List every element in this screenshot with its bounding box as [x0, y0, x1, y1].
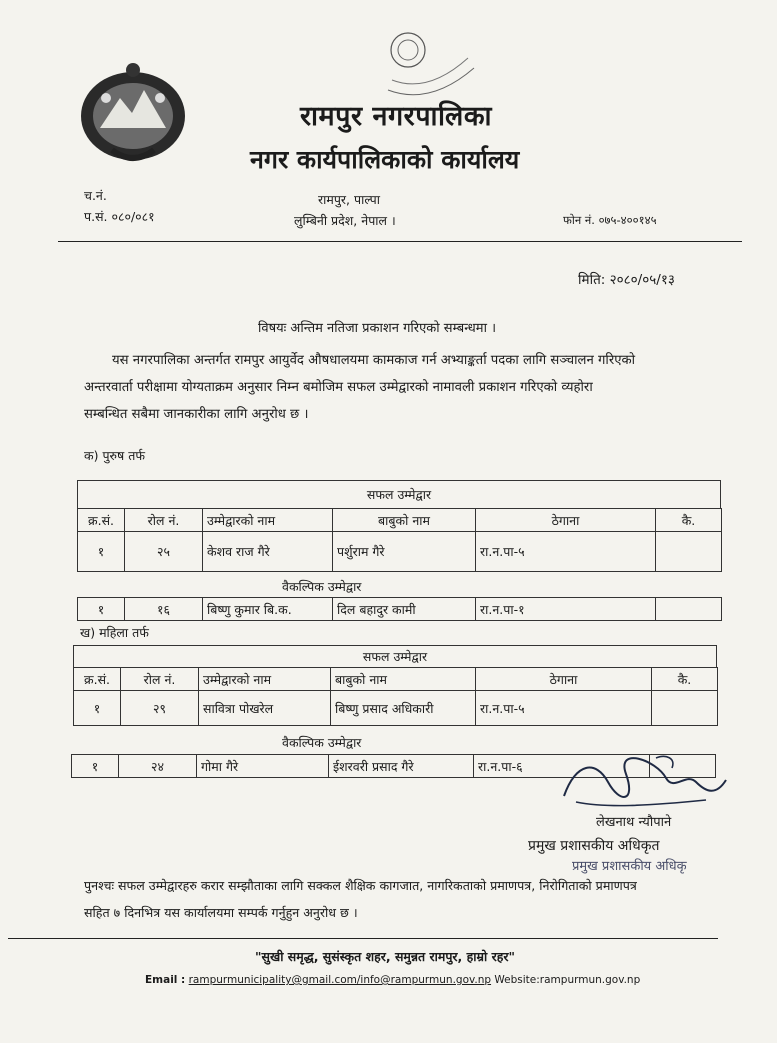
header-candidate-name: उम्मेद्वारको नाम — [199, 668, 331, 691]
fiscal-year: प.सं. ०८०/०८१ — [84, 209, 155, 224]
table-row — [74, 691, 718, 726]
table-header-row — [78, 509, 722, 532]
subject-line: विषयः अन्तिम नतिजा प्रकाशन गरिएको सम्बन्धमा । — [258, 321, 497, 336]
handwritten-signature — [556, 752, 732, 814]
signatory-title: प्रमुख प्रशासकीय अधिकृत — [528, 838, 660, 854]
female-success-caption: सफल उम्मेद्वार — [362, 649, 428, 664]
female-section-heading: ख) महिला तर्फ — [80, 625, 149, 640]
email-label: Email : — [145, 974, 186, 986]
cell-remarks — [656, 598, 722, 621]
header-address: ठेगाना — [476, 509, 656, 532]
body-line-3: सम्बन्धित सबैमा जानकारीका लागि अनुरोध छ । — [84, 407, 309, 422]
cell-father-name: बिष्णु प्रसाद अधिकारी — [331, 691, 476, 726]
address-line-1: रामपुर, पाल्पा — [318, 192, 381, 207]
table-row — [78, 598, 722, 621]
cell-father-name: ईशरवरी प्रसाद गैरे — [329, 755, 474, 778]
female-success-table — [73, 667, 718, 726]
cell-remarks — [652, 691, 718, 726]
header-father-name: बाबुको नाम — [331, 668, 476, 691]
cell-candidate-name: केशव राज गैरे — [203, 532, 333, 572]
cell-remarks — [656, 532, 722, 572]
cell-roll: २५ — [125, 532, 203, 572]
header-serial: क्र.सं. — [78, 509, 125, 532]
cell-serial: १ — [74, 691, 121, 726]
header-remarks: कै. — [652, 668, 718, 691]
cell-candidate-name: सावित्रा पोखरेल — [199, 691, 331, 726]
cell-father-name: दिल बहादुर कामी — [333, 598, 476, 621]
female-success-caption-box — [73, 645, 717, 668]
footer-divider — [8, 938, 718, 939]
cell-address: रा.न.पा-६ — [474, 755, 650, 778]
cell-roll: २९ — [121, 691, 199, 726]
cell-serial: १ — [78, 532, 125, 572]
email-link[interactable]: rampurmunicipality@gmail.com/info@rampurmun.gov.np — [188, 974, 492, 986]
cell-address: रा.न.पा-५ — [476, 691, 652, 726]
website-link[interactable]: Website:rampurmun.gov.np — [494, 974, 641, 986]
cell-father-name: पर्शुराम गैरे — [333, 532, 476, 572]
footer-slogan: "सुखी समृद्ध, सुसंस्कृत शहर, समुन्नत रामपुर, हाम्रो रहर" — [255, 949, 515, 964]
nepal-emblem-logo — [72, 58, 194, 168]
letter-date: मिति: २०८०/०५/१३ — [578, 272, 675, 288]
header-serial: क्र.सं. — [74, 668, 121, 691]
header-address: ठेगाना — [476, 668, 652, 691]
cell-serial: १ — [78, 598, 125, 621]
male-success-caption-box — [77, 480, 721, 509]
signatory-name: लेखनाथ न्यौपाने — [596, 815, 672, 830]
cell-candidate-name: गोमा गैरे — [197, 755, 329, 778]
male-alternate-table — [77, 597, 722, 621]
header-roll: रोल नं. — [121, 668, 199, 691]
female-alternate-caption: वैकल्पिक उम्मेद्वार — [282, 735, 362, 750]
header-father-name: बाबुको नाम — [333, 509, 476, 532]
header-divider — [58, 241, 742, 242]
footer-contact — [145, 974, 640, 986]
ref-no-label: च.नं. — [84, 188, 107, 203]
cell-address: रा.न.पा-१ — [476, 598, 656, 621]
male-alternate-caption: वैकल्पिक उम्मेद्वार — [282, 579, 362, 594]
body-line-2: अन्तरवार्ता परीक्षामा योग्यताक्रम अनुसार निम्न बमोजिम सफल उम्मेद्वारको नामावली प्रकाशन गरिएको व्यहोरा — [84, 380, 593, 395]
phone-number: फोन नं. ०७५-४००१४५ — [563, 213, 657, 227]
cell-candidate-name: बिष्णु कुमार बि.क. — [203, 598, 333, 621]
table-row — [78, 532, 722, 572]
cell-roll: १६ — [125, 598, 203, 621]
header-remarks: कै. — [656, 509, 722, 532]
header-roll: रोल नं. — [125, 509, 203, 532]
table-header-row — [74, 668, 718, 691]
cell-roll: २४ — [119, 755, 197, 778]
body-line-1: यस नगरपालिका अन्तर्गत रामपुर आयुर्वेद औषधालयमा कामकाज गर्न अभ्याङ्कर्ता पदका लागि सञ्चालन गरिएको — [112, 353, 636, 368]
address-line-2: लुम्बिनी प्रदेश, नेपाल । — [294, 213, 396, 228]
postscript-line-2: सहित ७ दिनभित्र यस कार्यालयमा सम्पर्क गर्नुहुन अनुरोध छ । — [84, 905, 358, 920]
signatory-stamp: प्रमुख प्रशासकीय अधिकृ — [572, 859, 687, 874]
municipality-name: रामपुर नगरपालिका — [300, 101, 493, 132]
male-section-heading: क) पुरुष तर्फ — [84, 448, 145, 463]
postscript-line-1: पुनश्चः सफल उम्मेद्वारहरु करार सम्झौताका लागि सक्कल शैक्षिक कागजात, नागरिकताको प्रमाणपत्र, निरोगिताको प्रमाणपत्र — [84, 878, 637, 893]
male-success-table — [77, 508, 722, 572]
cell-serial: १ — [72, 755, 119, 778]
cell-address: रा.न.पा-५ — [476, 532, 656, 572]
male-success-caption: सफल उम्मेद्वार — [366, 487, 432, 502]
office-name: नगर कार्यपालिकाको कार्यालय — [250, 145, 520, 174]
header-candidate-name: उम्मेद्वारको नाम — [203, 509, 333, 532]
